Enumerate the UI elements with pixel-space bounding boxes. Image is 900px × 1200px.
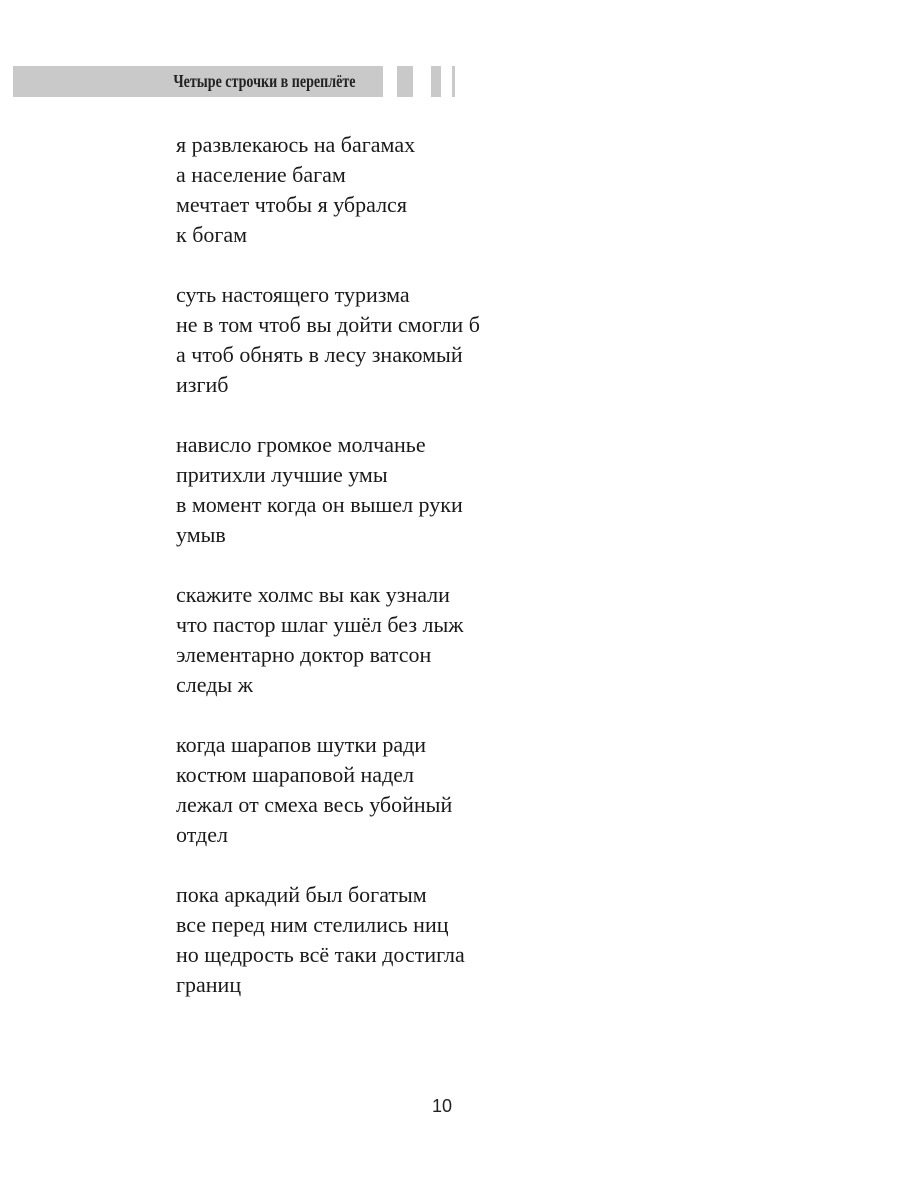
poem-line: следы ж	[176, 672, 253, 697]
stanza	[176, 880, 736, 1000]
page-number: 10	[431, 1096, 453, 1116]
poem-line: умыв	[176, 522, 226, 547]
stanza	[176, 430, 736, 550]
poem-line: притихли лучшие умы	[176, 462, 388, 487]
poem-line: нависло громкое молчанье	[176, 432, 426, 457]
poem-line: что пастор шлаг ушёл без лыж	[176, 612, 464, 637]
header-decoration-block	[452, 66, 455, 97]
stanza	[176, 130, 736, 250]
stanza	[176, 730, 736, 850]
poem-line: но щедрость всё таки достигла	[176, 942, 465, 967]
header-decoration-block	[397, 66, 413, 97]
poem-line: мечтает чтобы я убрался	[176, 192, 407, 217]
header-decoration-block	[431, 66, 441, 97]
poem-line: отдел	[176, 822, 228, 847]
poem-line: скажите холмс вы как узнали	[176, 582, 450, 607]
poem-line: а население багам	[176, 162, 346, 187]
running-header-bar	[13, 66, 383, 97]
poem-line: все перед ним стелились ниц	[176, 912, 449, 937]
poem-line: в момент когда он вышел руки	[176, 492, 463, 517]
poem-line: когда шарапов шутки ради	[176, 732, 427, 757]
poem-line: суть настоящего туризма	[176, 282, 410, 307]
poem-line: пока аркадий был богатым	[176, 882, 427, 907]
running-header-title: Четыре строчки в переплёте	[172, 71, 355, 91]
poem-line: а чтоб обнять в лесу знакомый	[176, 342, 463, 367]
poem-line: изгиб	[176, 372, 229, 397]
poem-line: костюм шараповой надел	[176, 762, 415, 787]
poem-body	[176, 130, 736, 1030]
stanza	[176, 280, 736, 400]
poem-line: не в том чтоб вы дойти смогли б	[176, 312, 480, 337]
poem-line: элементарно доктор ватсон	[176, 642, 432, 667]
poem-line: лежал от смеха весь убойный	[176, 792, 453, 817]
stanza	[176, 580, 736, 700]
poem-line: я развлекаюсь на багамах	[176, 132, 416, 157]
poem-line: границ	[176, 972, 242, 997]
poem-line: к богам	[176, 222, 248, 247]
